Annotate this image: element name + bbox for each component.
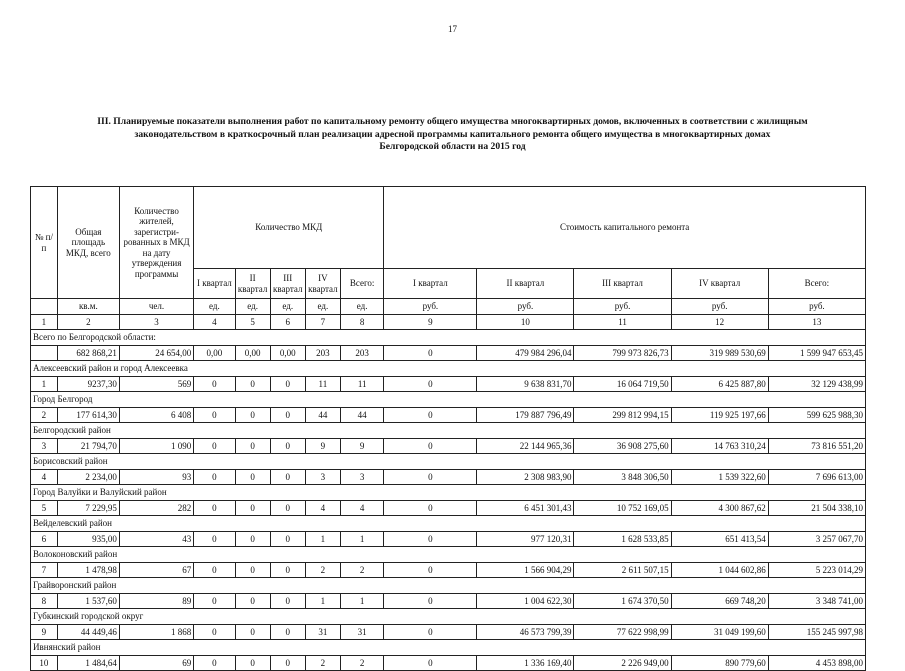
- table-cell: 0: [384, 438, 477, 454]
- table-cell: 0: [384, 376, 477, 392]
- table-cell: 2 611 507,15: [574, 562, 671, 578]
- table-cell: 2 308 983,90: [477, 469, 574, 485]
- table-cell: 0: [270, 438, 305, 454]
- table-cell: 0: [235, 469, 270, 485]
- table-cell: 2: [340, 562, 383, 578]
- table-cell: 0: [384, 593, 477, 609]
- table-cell: 7 696 613,00: [768, 469, 865, 485]
- district-header-row: [31, 330, 866, 346]
- header-cost-total: Всего:: [768, 269, 865, 299]
- table-cell: 0: [235, 407, 270, 423]
- district-name: Губкинский городской округ: [31, 609, 866, 625]
- district-header-row: [31, 547, 866, 563]
- table-cell: 977 120,31: [477, 531, 574, 547]
- table-cell: 177 614,30: [57, 407, 119, 423]
- table-cell: 682 868,21: [57, 345, 119, 361]
- district-header-row: [31, 640, 866, 656]
- table-cell: 4 300 867,62: [671, 500, 768, 516]
- table-cell: 179 887 796,49: [477, 407, 574, 423]
- table-cell: 0: [384, 469, 477, 485]
- table-cell: 799 973 826,73: [574, 345, 671, 361]
- unit-cell: руб.: [574, 299, 671, 315]
- header-q3: III квартал: [270, 269, 305, 299]
- table-cell: 0: [194, 531, 235, 547]
- table-cell: 9 638 831,70: [477, 376, 574, 392]
- table-cell: 89: [119, 593, 193, 609]
- header-q4: IV квартал: [305, 269, 340, 299]
- column-number-cell: 8: [340, 314, 383, 330]
- table-cell: 203: [340, 345, 383, 361]
- table-cell: 0: [194, 376, 235, 392]
- table-cell: 7: [31, 562, 58, 578]
- column-number-cell: 6: [270, 314, 305, 330]
- table-cell: 77 622 998,99: [574, 624, 671, 640]
- district-header-row: [31, 392, 866, 408]
- table-cell: 31 049 199,60: [671, 624, 768, 640]
- table-cell: 1 004 622,30: [477, 593, 574, 609]
- table-cell: 2: [305, 562, 340, 578]
- table-cell: 1 674 370,50: [574, 593, 671, 609]
- table-cell: 935,00: [57, 531, 119, 547]
- district-name: Алексеевский район и город Алексеевка: [31, 361, 866, 377]
- table-cell: [31, 345, 58, 361]
- table-cell: 1 090: [119, 438, 193, 454]
- column-number-cell: 2: [57, 314, 119, 330]
- table-cell: 1 044 602,86: [671, 562, 768, 578]
- table-row: [31, 376, 866, 392]
- column-number-cell: 11: [574, 314, 671, 330]
- table-cell: 10 752 169,05: [574, 500, 671, 516]
- header-cost-q1: I квартал: [384, 269, 477, 299]
- units-row: [31, 299, 866, 315]
- table-cell: 0: [194, 562, 235, 578]
- table-cell: 3: [305, 469, 340, 485]
- table-cell: 0: [270, 562, 305, 578]
- unit-cell: ед.: [194, 299, 235, 315]
- table-cell: 0: [194, 407, 235, 423]
- table-cell: 299 812 994,15: [574, 407, 671, 423]
- table-cell: 5: [31, 500, 58, 516]
- district-header-row: [31, 516, 866, 532]
- header-cost-q3: III квартал: [574, 269, 671, 299]
- unit-cell: руб.: [384, 299, 477, 315]
- column-number-cell: 13: [768, 314, 865, 330]
- table-cell: 0: [235, 531, 270, 547]
- table-cell: 4 453 898,00: [768, 655, 865, 671]
- table-cell: 0: [384, 345, 477, 361]
- table-cell: 0,00: [235, 345, 270, 361]
- table-cell: 155 245 997,98: [768, 624, 865, 640]
- header-cost-q4: IV квартал: [671, 269, 768, 299]
- column-number-cell: 12: [671, 314, 768, 330]
- table-cell: 11: [340, 376, 383, 392]
- table-cell: 1 628 533,85: [574, 531, 671, 547]
- table-cell: 1: [340, 593, 383, 609]
- header-q1: I квартал: [194, 269, 235, 299]
- table-cell: 3 257 067,70: [768, 531, 865, 547]
- unit-cell: ед.: [305, 299, 340, 315]
- table-cell: 669 748,20: [671, 593, 768, 609]
- table-cell: 0: [384, 531, 477, 547]
- district-name: Город Белгород: [31, 392, 866, 408]
- table-cell: 1 537,60: [57, 593, 119, 609]
- table-cell: 0: [384, 500, 477, 516]
- table-cell: 0: [235, 624, 270, 640]
- district-name: Белгородский район: [31, 423, 866, 439]
- table-cell: 2: [340, 655, 383, 671]
- column-number-cell: 5: [235, 314, 270, 330]
- table-row: [31, 562, 866, 578]
- table-cell: 0: [384, 562, 477, 578]
- table-cell: 0: [270, 593, 305, 609]
- table-cell: 1 566 904,29: [477, 562, 574, 578]
- unit-cell: руб.: [768, 299, 865, 315]
- table-row: [31, 655, 866, 671]
- district-header-row: [31, 423, 866, 439]
- table-cell: 0: [270, 407, 305, 423]
- table-cell: 0: [384, 407, 477, 423]
- table-row: [31, 438, 866, 454]
- table-cell: 44: [305, 407, 340, 423]
- table-cell: 0: [270, 624, 305, 640]
- column-number-cell: 10: [477, 314, 574, 330]
- heading-line-1: III. Планируемые показатели выполнения работ по капитальному ремонту общего имущества многоквартирных домов, включенных в соответствии с жилищным: [97, 116, 808, 127]
- table-cell: 0: [235, 438, 270, 454]
- table-cell: 569: [119, 376, 193, 392]
- table-cell: 0: [235, 562, 270, 578]
- table-cell: 44 449,46: [57, 624, 119, 640]
- section-heading: [30, 116, 875, 154]
- district-name: Город Валуйки и Валуйский район: [31, 485, 866, 501]
- header-cost-q2: II квартал: [477, 269, 574, 299]
- table-cell: 10: [31, 655, 58, 671]
- table-cell: 31: [340, 624, 383, 640]
- table-cell: 21 794,70: [57, 438, 119, 454]
- heading-line-3: Белгородской области на 2015 год: [379, 141, 526, 152]
- table-cell: 0: [270, 469, 305, 485]
- district-name: Вейделевский район: [31, 516, 866, 532]
- table-cell: 69: [119, 655, 193, 671]
- table-cell: 1 484,64: [57, 655, 119, 671]
- table-cell: 3 848 306,50: [574, 469, 671, 485]
- table-cell: 8: [31, 593, 58, 609]
- header-residents: Количество жителей, зарегистри-рованных в МКД на дату утверждения программы: [119, 187, 193, 299]
- table-cell: 46 573 799,39: [477, 624, 574, 640]
- column-number-cell: 7: [305, 314, 340, 330]
- district-header-row: [31, 485, 866, 501]
- header-area: Общая площадь МКД, всего: [57, 187, 119, 299]
- table-cell: 1 478,98: [57, 562, 119, 578]
- table-cell: 282: [119, 500, 193, 516]
- page-number: 17: [448, 24, 457, 34]
- table-cell: 479 984 296,04: [477, 345, 574, 361]
- unit-cell: [31, 299, 58, 315]
- table-row: [31, 469, 866, 485]
- table-cell: 1: [305, 593, 340, 609]
- table-cell: 1: [340, 531, 383, 547]
- table-cell: 599 625 988,30: [768, 407, 865, 423]
- column-number-cell: 9: [384, 314, 477, 330]
- table-cell: 0: [194, 624, 235, 640]
- column-number-cell: 4: [194, 314, 235, 330]
- table-cell: 1 336 169,40: [477, 655, 574, 671]
- column-number-row: [31, 314, 866, 330]
- district-name: Ивнянский район: [31, 640, 866, 656]
- table-row: [31, 407, 866, 423]
- table-cell: 0,00: [270, 345, 305, 361]
- table-cell: 67: [119, 562, 193, 578]
- table-cell: 1: [305, 531, 340, 547]
- table-row: [31, 500, 866, 516]
- table-body: [31, 299, 866, 671]
- unit-cell: чел.: [119, 299, 193, 315]
- table-cell: 9: [31, 624, 58, 640]
- table-cell: 0: [270, 376, 305, 392]
- district-header-row: [31, 609, 866, 625]
- table-cell: 32 129 438,99: [768, 376, 865, 392]
- header-total-mkd: Всего:: [340, 269, 383, 299]
- table-cell: 0: [235, 500, 270, 516]
- header-q2: II квартал: [235, 269, 270, 299]
- table-cell: 93: [119, 469, 193, 485]
- table-cell: 2 226 949,00: [574, 655, 671, 671]
- table-cell: 0: [270, 531, 305, 547]
- table-row: [31, 345, 866, 361]
- table-cell: 16 064 719,50: [574, 376, 671, 392]
- table-cell: 0: [194, 500, 235, 516]
- table-row: [31, 624, 866, 640]
- table-cell: 36 908 275,60: [574, 438, 671, 454]
- table-cell: 3 348 741,00: [768, 593, 865, 609]
- district-name: Грайворонский район: [31, 578, 866, 594]
- header-cost: Стоимость капитального ремонта: [384, 187, 866, 269]
- header-num: № п/п: [31, 187, 58, 299]
- table-cell: 6 408: [119, 407, 193, 423]
- unit-cell: руб.: [477, 299, 574, 315]
- table-cell: 3: [31, 438, 58, 454]
- unit-cell: кв.м.: [57, 299, 119, 315]
- district-name: Борисовский район: [31, 454, 866, 470]
- table-cell: 7 229,95: [57, 500, 119, 516]
- table-cell: 651 413,54: [671, 531, 768, 547]
- table-cell: 319 989 530,69: [671, 345, 768, 361]
- table-cell: 0: [194, 655, 235, 671]
- district-name: Всего по Белгородской области:: [31, 330, 866, 346]
- district-name: Волоконовский район: [31, 547, 866, 563]
- table-cell: 2: [31, 407, 58, 423]
- column-number-cell: 1: [31, 314, 58, 330]
- table-row: [31, 531, 866, 547]
- table-cell: 0,00: [194, 345, 235, 361]
- table-cell: 6 451 301,43: [477, 500, 574, 516]
- table-cell: 22 144 965,36: [477, 438, 574, 454]
- table-cell: 0: [270, 500, 305, 516]
- unit-cell: ед.: [340, 299, 383, 315]
- heading-line-2: законодательством в краткосрочный план реализации адресной программы капитального ремонта общего имущества в многоквартирных домах: [134, 128, 771, 140]
- table-cell: 21 504 338,10: [768, 500, 865, 516]
- table-cell: 31: [305, 624, 340, 640]
- table-cell: 11: [305, 376, 340, 392]
- table-cell: 6 425 887,80: [671, 376, 768, 392]
- table-cell: 0: [194, 593, 235, 609]
- table-cell: 890 779,60: [671, 655, 768, 671]
- unit-cell: руб.: [671, 299, 768, 315]
- table-cell: 2 234,00: [57, 469, 119, 485]
- unit-cell: ед.: [235, 299, 270, 315]
- table-cell: 24 654,00: [119, 345, 193, 361]
- table-cell: 14 763 310,24: [671, 438, 768, 454]
- unit-cell: ед.: [270, 299, 305, 315]
- table-cell: 0: [235, 655, 270, 671]
- table-cell: 9: [305, 438, 340, 454]
- table-cell: 9: [340, 438, 383, 454]
- table-cell: 3: [340, 469, 383, 485]
- district-header-row: [31, 454, 866, 470]
- table-cell: 119 925 197,66: [671, 407, 768, 423]
- column-number-cell: 3: [119, 314, 193, 330]
- table-cell: 4: [340, 500, 383, 516]
- table-cell: 1 599 947 653,45: [768, 345, 865, 361]
- table-cell: 4: [31, 469, 58, 485]
- table-cell: 2: [305, 655, 340, 671]
- capital-repair-table: [30, 186, 866, 671]
- table-cell: 73 816 551,20: [768, 438, 865, 454]
- district-header-row: [31, 361, 866, 377]
- table-cell: 0: [384, 655, 477, 671]
- table-cell: 44: [340, 407, 383, 423]
- table-cell: 1 868: [119, 624, 193, 640]
- table-cell: 0: [235, 593, 270, 609]
- header-mkd-count: Количество МКД: [194, 187, 384, 269]
- table-cell: 9237,30: [57, 376, 119, 392]
- table-cell: 43: [119, 531, 193, 547]
- table-cell: 5 223 014,29: [768, 562, 865, 578]
- district-header-row: [31, 578, 866, 594]
- table-cell: 4: [305, 500, 340, 516]
- table-cell: 1: [31, 376, 58, 392]
- table-cell: 1 539 322,60: [671, 469, 768, 485]
- table-cell: 0: [194, 438, 235, 454]
- table-cell: 0: [270, 655, 305, 671]
- table-cell: 6: [31, 531, 58, 547]
- table-row: [31, 593, 866, 609]
- table-cell: 0: [384, 624, 477, 640]
- table-cell: 0: [194, 469, 235, 485]
- table-cell: 0: [235, 376, 270, 392]
- table-cell: 203: [305, 345, 340, 361]
